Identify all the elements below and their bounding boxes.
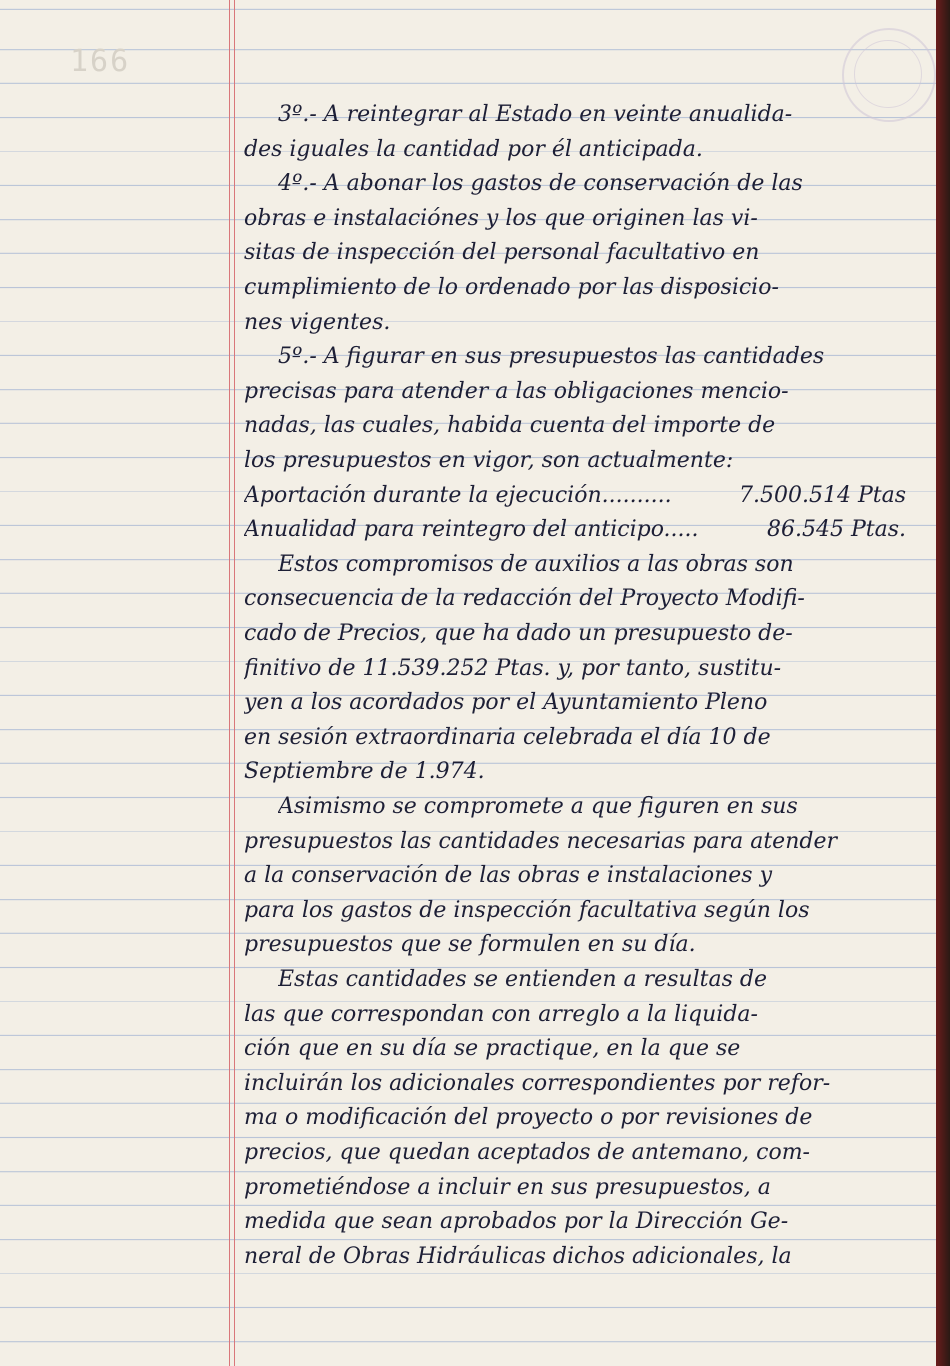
- text-line: neral de Obras Hidráulicas dichos adicionales, la: [244, 1243, 792, 1269]
- text-line: nadas, las cuales, habida cuenta del importe de: [244, 413, 776, 439]
- text-line: 5º.- A figurar en sus presupuestos las cantidades: [278, 344, 825, 370]
- text-line: a la conservación de las obras e instalaciones y: [244, 863, 773, 889]
- text-line: Estos compromisos de auxilios a las obras son: [278, 551, 794, 577]
- page-edge: [936, 0, 950, 1366]
- text-line: precios, que quedan aceptados de antemano, com-: [244, 1140, 810, 1165]
- text-line: cado de Precios, que ha dado un presupuesto de-: [244, 621, 793, 646]
- text-line: nes vigentes.: [244, 309, 391, 335]
- text-line: cumplimiento de lo ordenado por las disposicio-: [244, 275, 779, 300]
- text-line: Aportación durante la ejecución..........: [244, 482, 672, 508]
- page-number: 166: [70, 44, 131, 79]
- amount-value: 86.545 Ptas.: [766, 517, 906, 543]
- text-line: Anualidad para reintegro del anticipo.....: [244, 517, 699, 543]
- text-line: precisas para atender a las obligaciones mencio-: [244, 378, 789, 404]
- text-line: consecuencia de la redacción del Proyecto Modifi-: [244, 586, 805, 612]
- text-line: ción que en su día se practique, en la que se: [244, 1036, 741, 1062]
- text-line: sitas de inspección del personal facultativo en: [244, 240, 760, 266]
- text-line: prometiéndose a incluir en sus presupuestos, a: [244, 1174, 771, 1200]
- text-line: en sesión extraordinaria celebrada el día 10 de: [244, 724, 771, 750]
- text-line: para los gastos de inspección facultativa según los: [244, 897, 810, 923]
- text-line: finitivo de 11.539.252 Ptas. y, por tanto, sustitu-: [244, 655, 782, 681]
- text-line: obras e instalaciónes y los que originen las vi-: [244, 205, 758, 231]
- text-line: 3º.- A reintegrar al Estado en veinte anualida-: [278, 102, 793, 127]
- text-line: incluirán los adicionales correspondientes por refor-: [244, 1070, 831, 1096]
- amount-value: 7.500.514 Ptas: [738, 482, 906, 508]
- text-line: 4º.- A abonar los gastos de conservación de las: [278, 171, 803, 197]
- text-line: Estas cantidades se entienden a resultas de: [278, 967, 767, 992]
- text-line: presupuestos las cantidades necesarias para atender: [244, 828, 837, 854]
- text-line: Septiembre de 1.974.: [244, 759, 485, 785]
- text-line: Asimismo se compromete a que figuren en sus: [278, 794, 798, 819]
- text-line: las que correspondan con arreglo a la liquida-: [244, 1001, 758, 1027]
- text-line: presupuestos que se formulen en su día.: [244, 932, 696, 958]
- text-line: medida que sean aprobados por la Dirección Ge-: [244, 1209, 789, 1235]
- text-line: ma o modificación del proyecto o por revisiones de: [244, 1105, 813, 1131]
- text-line: los presupuestos en vigor, son actualmente:: [244, 448, 734, 473]
- text-line: des iguales la cantidad por él anticipada.: [244, 136, 703, 162]
- text-line: yen a los acordados por el Ayuntamiento Pleno: [244, 690, 768, 716]
